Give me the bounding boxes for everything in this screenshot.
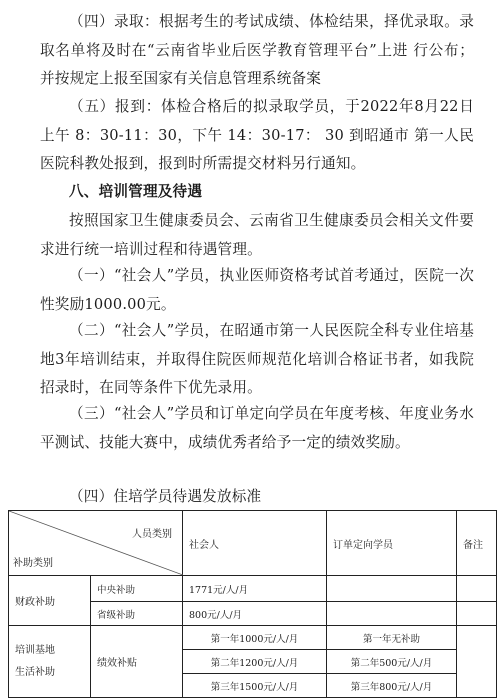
cell-perf: 绩效补贴: [91, 626, 183, 698]
paragraph-registration: （五）报到：体检合格后的拟录取学员，于2022年8月22日上午 8：30-11：30，下午 14：30-17： 30 到昭通市 第一人民医院科教处报到，报到时所需提交材料另行通知。: [40, 98, 474, 172]
header-order: 订单定向学员: [327, 511, 457, 576]
paragraph-item-3: （三）“社会人”学员和订单定向学员在年度考核、年度业务水平测试、技能大赛中，成绩优秀者给予一定的绩效奖励。: [40, 405, 474, 451]
header-social: 社会人: [183, 511, 327, 576]
subsidy-table: [8, 510, 497, 698]
cell-empty: [327, 602, 457, 626]
paragraph-item-2: （二）“社会人”学员，在昭通市第一人民医院全科专业住培基地3年培训结束，并取得住院医师规范化培训合格证书者，如我院招录时，在同等条件下优先录用。: [40, 322, 474, 396]
header-subsidy-category: 补助类别: [13, 558, 53, 569]
paragraph-item-4: （四）住培学员待遇发放标准: [69, 488, 262, 505]
cell-fiscal: 财政补助: [9, 576, 91, 626]
table-header-diagonal-cell: [9, 511, 183, 576]
section-heading: 八、培训管理及待遇: [69, 183, 203, 200]
paragraph-admission: （四）录取：根据考生的考试成绩、体检结果，择优录取。录取名单将及时在“云南省毕业后医学教育管理平台”上进 行公布；并按规定上报至国家有关信息管理系统备案: [40, 13, 474, 87]
header-note: 备注: [457, 511, 497, 576]
cell-central: 中央补助: [91, 576, 183, 602]
cell-empty: [457, 576, 497, 602]
cell-social-year-3: 第三年1500元/人/月: [183, 674, 327, 698]
paragraph-management: 按照国家卫生健康委员会、云南省卫生健康委员会相关文件要求进行统一培训过程和待遇管理。: [40, 212, 474, 258]
cell-order-year-3: 第三年800元/人/月: [327, 674, 457, 698]
cell-provincial-value: 800元/人/月: [183, 602, 327, 626]
cell-order-year-2: 第二年500元/人/月: [327, 650, 457, 674]
cell-social-year-2: 第二年1200元/人/月: [183, 650, 327, 674]
cell-empty: [327, 576, 457, 602]
cell-provincial: 省级补助: [91, 602, 183, 626]
cell-order-year-1: 第一年无补助: [327, 626, 457, 650]
cell-empty: [457, 602, 497, 626]
cell-central-value: 1771元/人/月: [183, 576, 327, 602]
cell-empty: [457, 626, 497, 698]
paragraph-item-1: （一）“社会人”学员，执业医师资格考试首考通过，医院一次性奖励1000.00元。: [40, 267, 474, 313]
header-person-category: 人员类别: [132, 529, 172, 540]
cell-social-year-1: 第一年1000元/人/月: [183, 626, 327, 650]
cell-base-living: 培训基地 生活补助: [9, 626, 91, 698]
